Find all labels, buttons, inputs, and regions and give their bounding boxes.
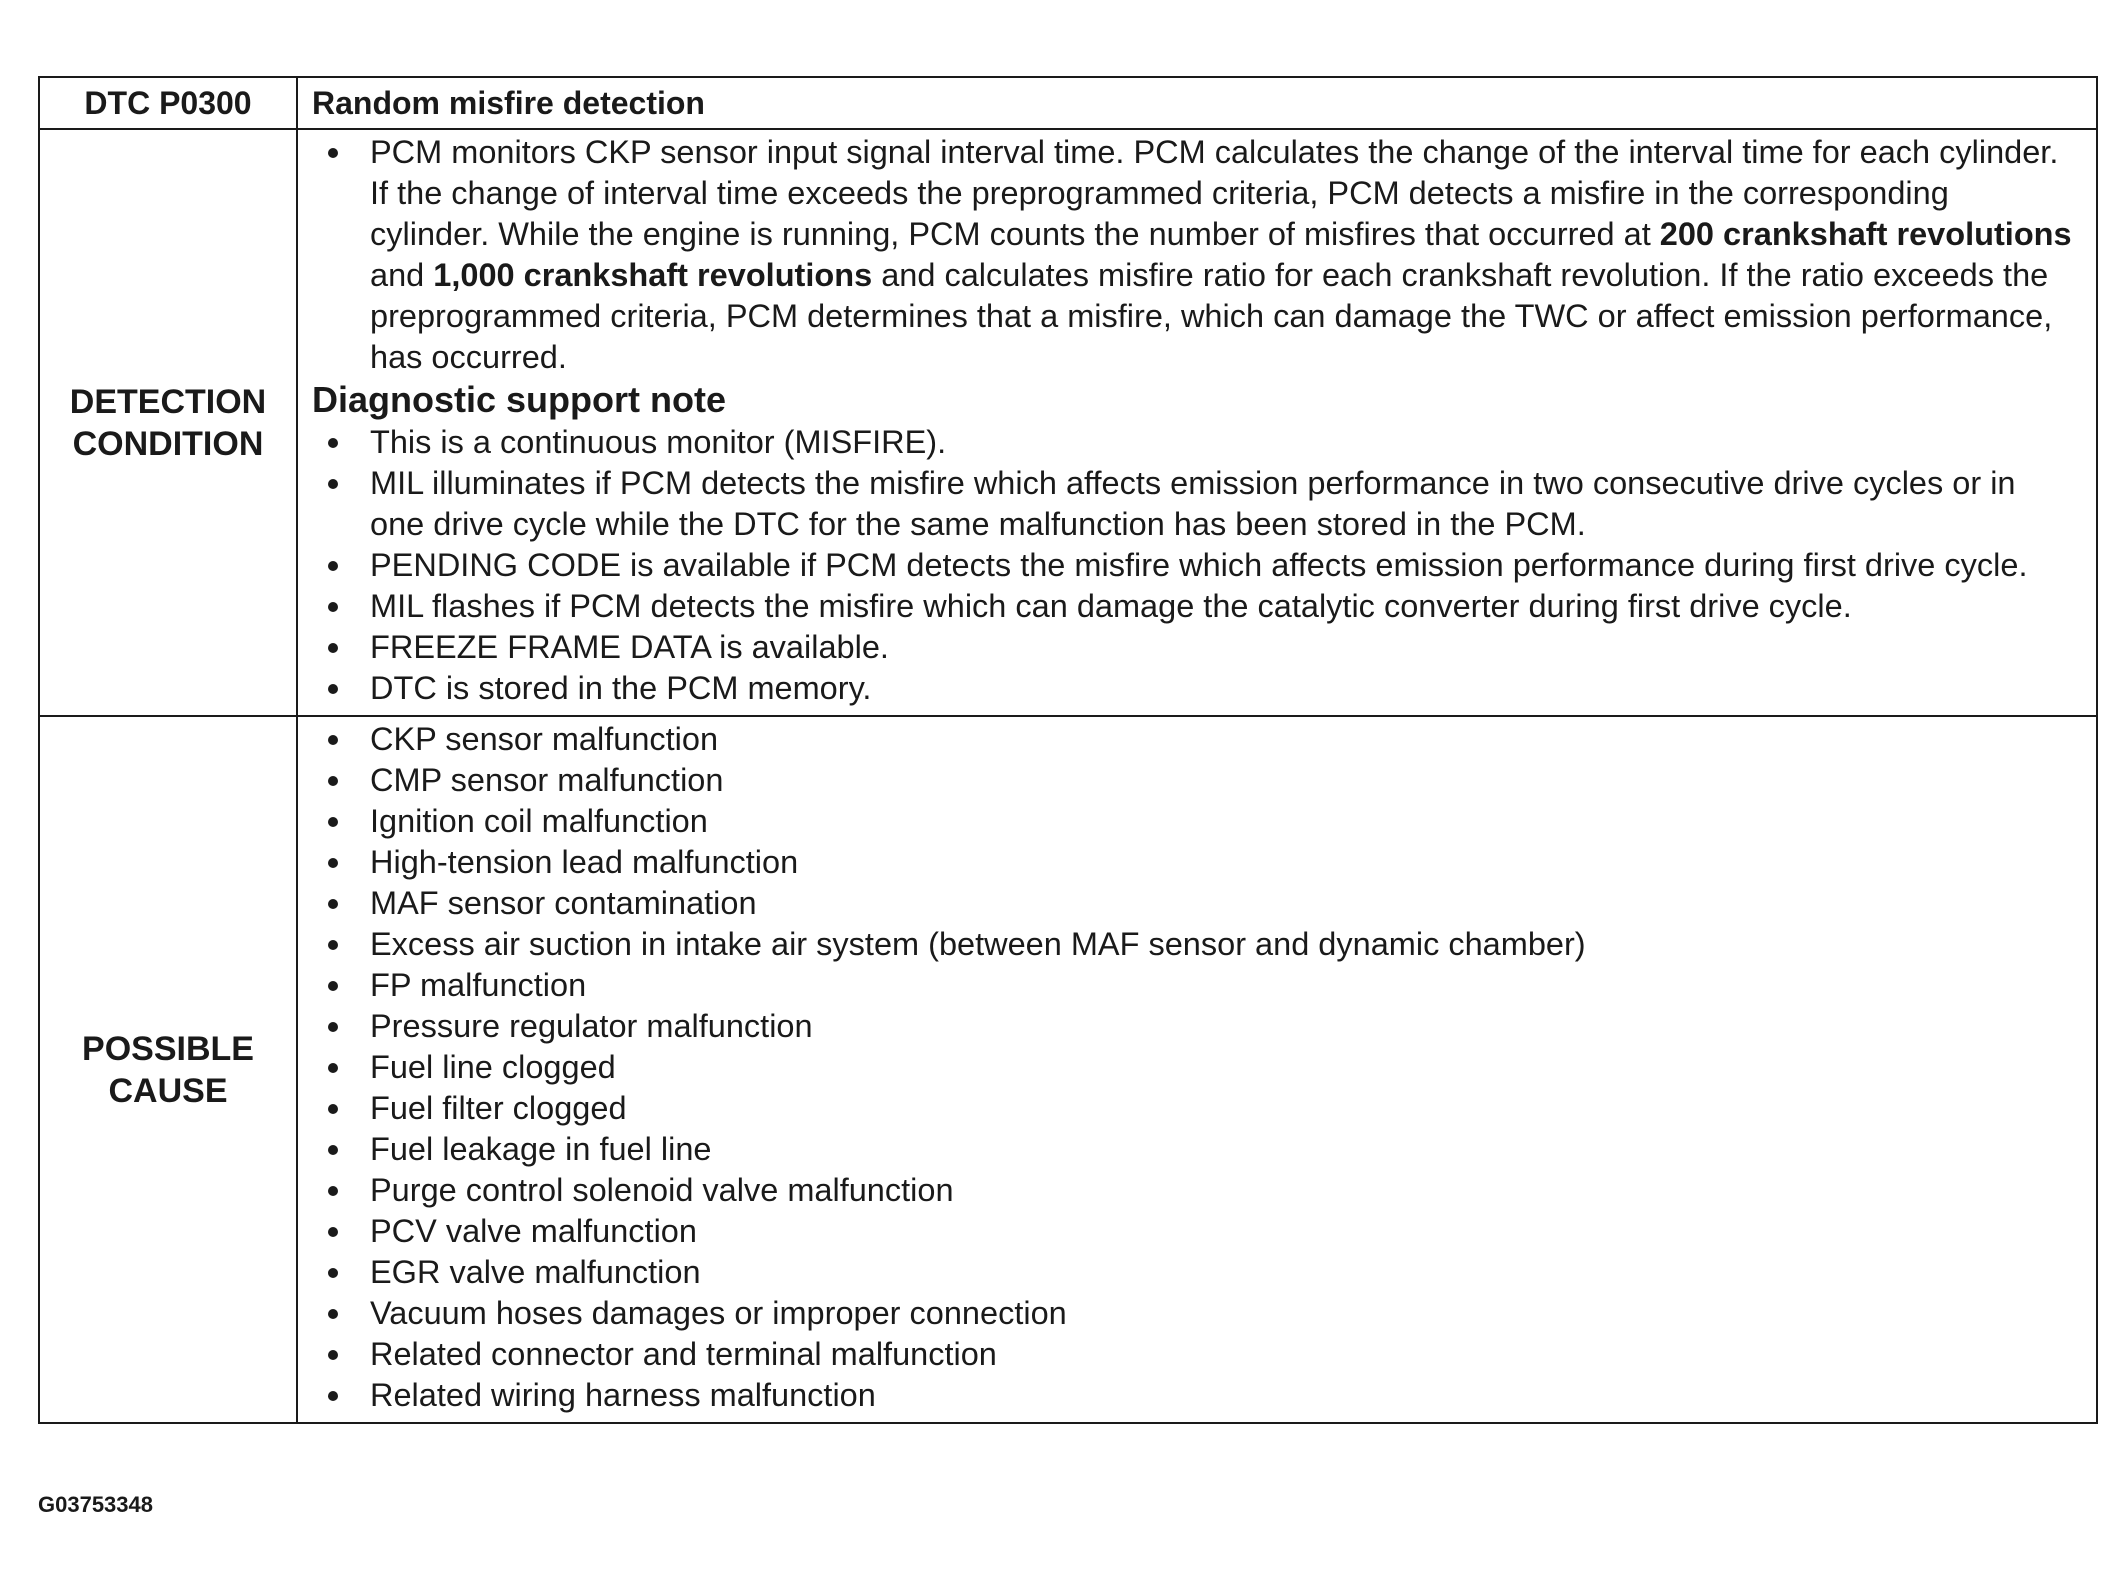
cause-text: Ignition coil malfunction xyxy=(370,803,708,839)
list-item xyxy=(312,1006,2076,1047)
detection-bold-1: 200 crankshaft revolutions xyxy=(1659,216,2072,252)
note-text: FREEZE FRAME DATA is available. xyxy=(370,629,889,665)
bullet-icon xyxy=(328,602,338,612)
bullet-icon xyxy=(328,981,338,991)
bullet-icon xyxy=(328,776,338,786)
bullet-icon xyxy=(328,148,338,158)
list-item xyxy=(312,801,2076,842)
list-item xyxy=(312,1334,2076,1375)
detection-condition-row xyxy=(39,129,2097,716)
detection-label-line2: CONDITION xyxy=(72,424,264,463)
bullet-icon xyxy=(328,1391,338,1401)
possible-cause-row xyxy=(39,716,2097,1423)
detection-main-item xyxy=(312,132,2076,378)
list-item xyxy=(312,463,2076,545)
cause-text: Fuel filter clogged xyxy=(370,1090,627,1126)
possible-cause-label xyxy=(39,716,297,1423)
note-text: DTC is stored in the PCM memory. xyxy=(370,670,872,706)
list-item xyxy=(312,586,2076,627)
detection-condition-content xyxy=(297,129,2097,716)
list-item xyxy=(312,924,2076,965)
detection-bold-2: 1,000 crankshaft revolutions xyxy=(433,257,873,293)
header-row xyxy=(39,77,2097,129)
detection-main-list xyxy=(312,132,2076,378)
cause-text: Vacuum hoses damages or improper connection xyxy=(370,1295,1067,1331)
list-item xyxy=(312,627,2076,668)
cause-label-line1: POSSIBLE xyxy=(82,1029,254,1068)
bullet-icon xyxy=(328,438,338,448)
list-item xyxy=(312,760,2076,801)
bullet-icon xyxy=(328,940,338,950)
cause-text: MAF sensor contamination xyxy=(370,885,757,921)
list-item xyxy=(312,545,2076,586)
note-text: This is a continuous monitor (MISFIRE). xyxy=(370,424,947,460)
detection-text-2: and xyxy=(370,257,434,293)
list-item xyxy=(312,1088,2076,1129)
cause-text: Related connector and terminal malfunction xyxy=(370,1336,997,1372)
bullet-icon xyxy=(328,1063,338,1073)
detection-label-line1: DETECTION xyxy=(69,382,267,421)
bullet-icon xyxy=(328,1268,338,1278)
note-text: MIL flashes if PCM detects the misfire which can damage the catalytic converter during first drive cycle. xyxy=(370,588,1852,624)
list-item xyxy=(312,668,2076,709)
list-item xyxy=(312,719,2076,760)
cause-text: CMP sensor malfunction xyxy=(370,762,724,798)
list-item xyxy=(312,1211,2076,1252)
detection-text-3: and calculates misfire ratio for each crankshaft revolution. If the ratio exceeds the preprogrammed criteria, PCM determines that a misfire, which can damage the TWC or affect emission performance, has occurred. xyxy=(370,257,2053,375)
cause-text: Fuel line clogged xyxy=(370,1049,616,1085)
list-item xyxy=(312,1047,2076,1088)
list-item xyxy=(312,1129,2076,1170)
dtc-title: Random misfire detection xyxy=(297,77,2097,129)
list-item xyxy=(312,1170,2076,1211)
possible-cause-list xyxy=(312,719,2076,1416)
bullet-icon xyxy=(328,899,338,909)
cause-text: Related wiring harness malfunction xyxy=(370,1377,876,1413)
bullet-icon xyxy=(328,1022,338,1032)
list-item xyxy=(312,422,2076,463)
cause-text: PCV valve malfunction xyxy=(370,1213,697,1249)
diagnostic-note-list xyxy=(312,422,2076,709)
bullet-icon xyxy=(328,735,338,745)
list-item xyxy=(312,1375,2076,1416)
cause-text: Excess air suction in intake air system (between MAF sensor and dynamic chamber) xyxy=(370,926,1586,962)
dtc-code: DTC P0300 xyxy=(39,77,297,129)
bullet-icon xyxy=(328,1145,338,1155)
dtc-table xyxy=(38,76,2098,1424)
possible-cause-content xyxy=(297,716,2097,1423)
cause-text: Pressure regulator malfunction xyxy=(370,1008,813,1044)
cause-label-line2: CAUSE xyxy=(108,1071,228,1110)
bullet-icon xyxy=(328,858,338,868)
list-item xyxy=(312,965,2076,1006)
cause-text: FP malfunction xyxy=(370,967,587,1003)
cause-text: EGR valve malfunction xyxy=(370,1254,701,1290)
bullet-icon xyxy=(328,479,338,489)
reference-code: G03753348 xyxy=(38,1492,153,1517)
list-item xyxy=(312,842,2076,883)
diagnostic-note-heading: Diagnostic support note xyxy=(312,379,726,420)
bullet-icon xyxy=(328,1309,338,1319)
bullet-icon xyxy=(328,561,338,571)
list-item xyxy=(312,883,2076,924)
bullet-icon xyxy=(328,643,338,653)
cause-text: Purge control solenoid valve malfunction xyxy=(370,1172,954,1208)
detection-condition-label xyxy=(39,129,297,716)
note-text: MIL illuminates if PCM detects the misfire which affects emission performance in two consecutive drive cycles or in one drive cycle while the DTC for the same malfunction has been stored in the PCM. xyxy=(370,465,2016,542)
bullet-icon xyxy=(328,817,338,827)
note-text: PENDING CODE is available if PCM detects the misfire which affects emission performance during first drive cycle. xyxy=(370,547,2028,583)
bullet-icon xyxy=(328,1350,338,1360)
detection-text-1: PCM monitors CKP sensor input signal interval time. PCM calculates the change of the interval time for each cylinder. If the change of interval time exceeds the preprogrammed criteria, PCM detects a misfire in the corresponding cylinder. While the engine is running, PCM counts the number of misfires that occurred at xyxy=(370,134,2059,252)
cause-text: High-tension lead malfunction xyxy=(370,844,799,880)
bullet-icon xyxy=(328,684,338,694)
cause-text: Fuel leakage in fuel line xyxy=(370,1131,712,1167)
bullet-icon xyxy=(328,1104,338,1114)
list-item xyxy=(312,1252,2076,1293)
bullet-icon xyxy=(328,1227,338,1237)
bullet-icon xyxy=(328,1186,338,1196)
cause-text: CKP sensor malfunction xyxy=(370,721,719,757)
list-item xyxy=(312,1293,2076,1334)
